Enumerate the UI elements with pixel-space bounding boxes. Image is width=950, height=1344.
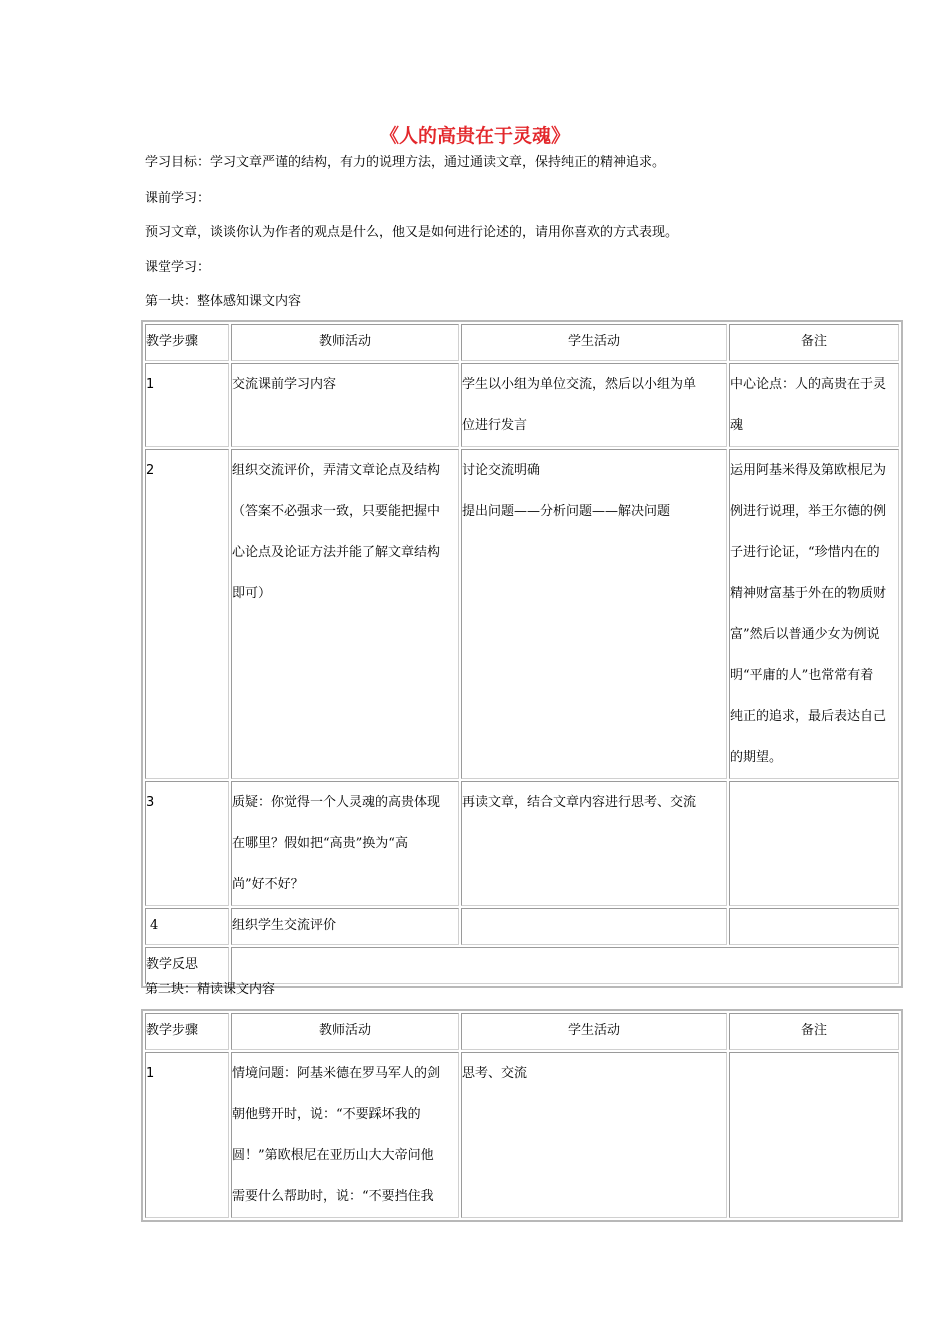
text-line: 中心论点：人的高贵在于灵 [730, 377, 887, 392]
text-line: 明“平庸的人”也常常有着 [730, 668, 874, 683]
block2-heading: 第二块：精读课文内容 [145, 982, 276, 997]
text-line: 组织学生交流评价 [232, 918, 337, 933]
text-line: 圆！”第欧根尼在亚历山大大帝问他 [232, 1148, 434, 1163]
text-line: 例进行说理，举王尔德的例 [730, 504, 887, 519]
student-activity [461, 363, 727, 447]
note [729, 1052, 899, 1218]
header-step: 教学步骤 [145, 1013, 229, 1050]
reflection-label: 教学反思 [145, 947, 229, 984]
header-teacher: 教师活动 [231, 324, 459, 361]
text-line: 讨论交流明确 [462, 463, 541, 478]
header-note: 备注 [729, 1013, 899, 1050]
text-line: 运用阿基米得及第欧根尼为 [730, 463, 887, 478]
student-activity [461, 908, 727, 945]
table-row [145, 363, 899, 447]
step-number: 3 [145, 781, 229, 906]
text-line: 学生以小组为单位交流，然后以小组为单 [462, 377, 697, 392]
pre-class-label: 课前学习： [145, 191, 211, 206]
student-activity [461, 449, 727, 779]
student-activity [461, 1052, 727, 1218]
table-row [145, 1052, 899, 1218]
document-title: 《人的高贵在于灵魂》 [379, 125, 570, 147]
table-row [145, 449, 899, 779]
text-line: 朝他劈开时，说：“不要踩坏我的 [232, 1107, 421, 1122]
text-line: 的期望。 [730, 750, 783, 765]
teacher-activity [231, 908, 459, 945]
header-student: 学生活动 [461, 1013, 727, 1050]
block2-table [141, 1009, 903, 1222]
step-number: 2 [145, 449, 229, 779]
step-number: 1 [145, 363, 229, 447]
text-line: 需要什么帮助时，说：“不要挡住我 [232, 1189, 434, 1204]
teacher-activity [231, 1052, 459, 1218]
pre-class-task: 预习文章，谈谈你认为作者的观点是什么，他又是如何进行论述的，请用你喜欢的方式表现。 [145, 225, 679, 240]
block1-table [141, 320, 903, 988]
learning-goal: 学习目标：学习文章严谨的结构，有力的说理方法，通过通读文章，保持纯正的精神追求。 [145, 155, 666, 170]
text-line: 子进行论证，“珍惜内在的 [730, 545, 880, 560]
text-line: 精神财富基于外在的物质财 [730, 586, 887, 601]
note [729, 908, 899, 945]
teacher-activity [231, 781, 459, 906]
teacher-activity [231, 449, 459, 779]
text-line: （答案不必强求一致，只要能把握中 [232, 504, 441, 519]
text-line: 提出问题——分析问题——解决问题 [462, 504, 671, 519]
text-line: 质疑：你觉得一个人灵魂的高贵体现 [232, 795, 441, 810]
header-teacher: 教师活动 [231, 1013, 459, 1050]
note [729, 781, 899, 906]
text-line: 心论点及论证方法并能了解文章结构 [232, 545, 441, 560]
note [729, 363, 899, 447]
teacher-activity [231, 363, 459, 447]
step-number: 4 [145, 908, 229, 945]
header-note: 备注 [729, 324, 899, 361]
text-line: 魂 [730, 418, 744, 433]
table-header-row [145, 324, 899, 361]
step-number: 1 [145, 1052, 229, 1218]
header-step: 教学步骤 [145, 324, 229, 361]
text-line: 情境问题：阿基米德在罗马军人的剑 [232, 1066, 441, 1081]
table-header-row [145, 1013, 899, 1050]
text-line: 富”然后以普通少女为例说 [730, 627, 880, 642]
table-row [145, 908, 899, 945]
reflection-content [231, 947, 899, 984]
text-line: 交流课前学习内容 [232, 377, 337, 392]
text-line: 纯正的追求，最后表达自己 [730, 709, 887, 724]
text-line: 即可） [232, 586, 272, 601]
in-class-label: 课堂学习： [145, 260, 211, 275]
text-line: 组织交流评价，弄清文章论点及结构 [232, 463, 441, 478]
note [729, 449, 899, 779]
block1-heading: 第一块：整体感知课文内容 [145, 294, 302, 309]
text-line: 再读文章，结合文章内容进行思考、交流 [462, 795, 697, 810]
header-student: 学生活动 [461, 324, 727, 361]
student-activity [461, 781, 727, 906]
table-row [145, 781, 899, 906]
text-line: 思考、交流 [462, 1066, 528, 1081]
text-line: 在哪里？假如把“高贵”换为“高 [232, 836, 408, 851]
text-line: 位进行发言 [462, 418, 528, 433]
text-line: 尚”好不好？ [232, 877, 304, 892]
